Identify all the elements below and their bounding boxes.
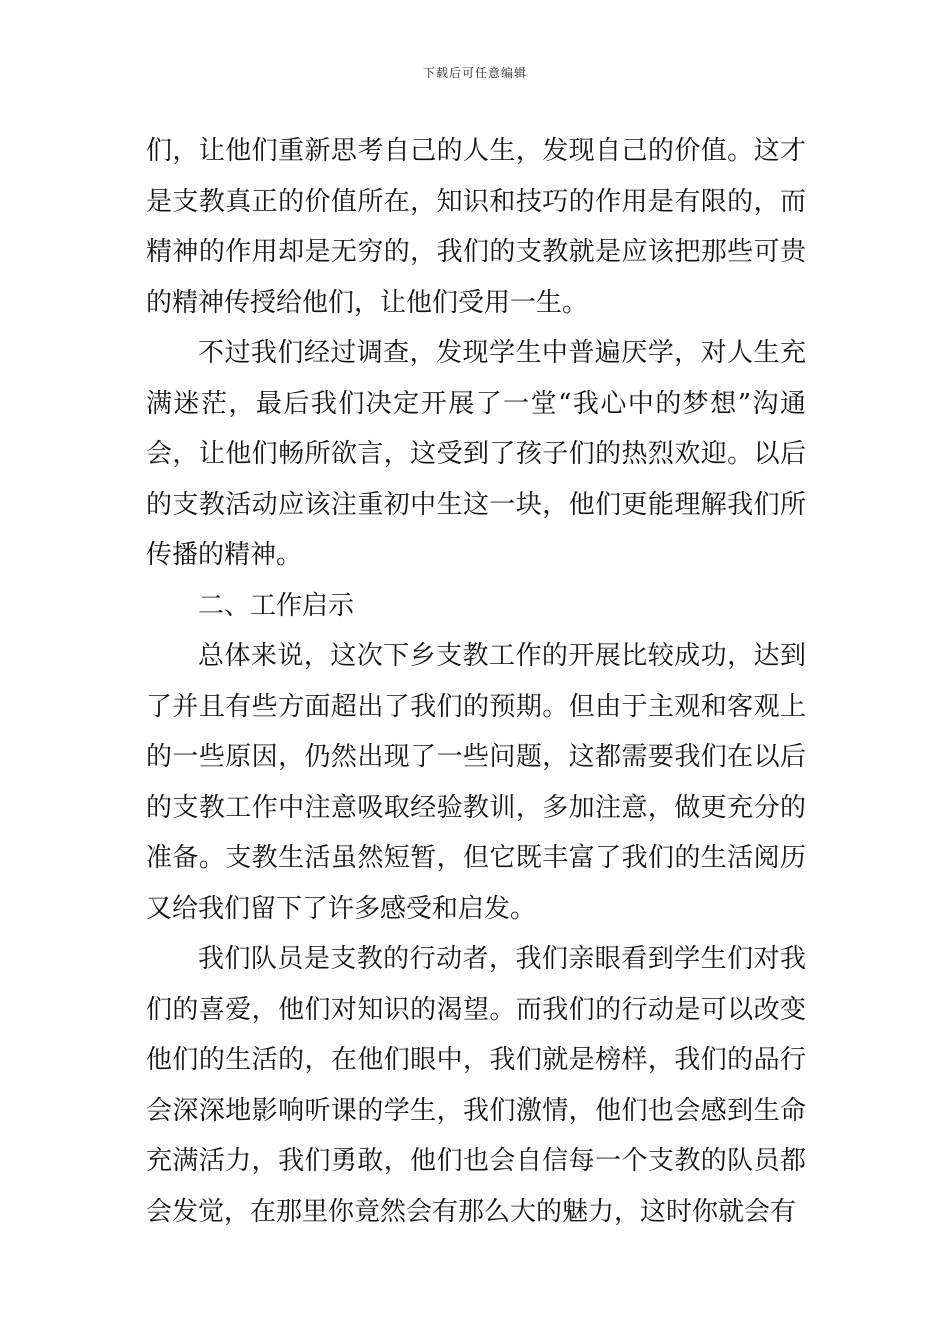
paragraph-volunteers: 我们队员是支教的行动者，我们亲眼看到学生们对我们的喜爱，他们对知识的渴望。而我们的行动是可以改变他们的生活的，在他们眼中，我们就是榜样，我们的品行会深深地影响听课的学生，我们激情，他们也会感到生命充满活力，我们勇敢，他们也会自信每一个支教的队员都会发觉，在那里你竟然会有那么大的魅力，这时你就会有	[146, 944, 806, 1227]
paragraph-continuation: 们，让他们重新思考自己的人生，发现自己的价值。这才是支教真正的价值所在，知识和技巧的作用是有限的，而精神的作用却是无穷的，我们的支教就是应该把那些可贵的精神传授给他们，让他们受用一生。	[146, 136, 806, 318]
section-heading: 二、工作启示	[198, 590, 355, 621]
paragraph-survey: 不过我们经过调查，发现学生中普遍厌学，对人生充满迷茫，最后我们决定开展了一堂“我心中的梦想”沟通会，让他们畅所欲言，这受到了孩子们的热烈欢迎。以后的支教活动应该注重初中生这一块，他们更能理解我们所传播的精神。	[146, 338, 806, 570]
paragraph-summary: 总体来说，这次下乡支教工作的开展比较成功，达到了并且有些方面超出了我们的预期。但由于主观和客观上的一些原因，仍然出现了一些问题，这都需要我们在以后的支教工作中注意吸取经验教训，多加注意，做更充分的准备。支教生活虽然短暂，但它既丰富了我们的生活阅历又给我们留下了许多感受和启发。	[146, 641, 806, 924]
document-body	[146, 126, 806, 1237]
page-header: 下载后可任意编辑	[422, 66, 527, 80]
